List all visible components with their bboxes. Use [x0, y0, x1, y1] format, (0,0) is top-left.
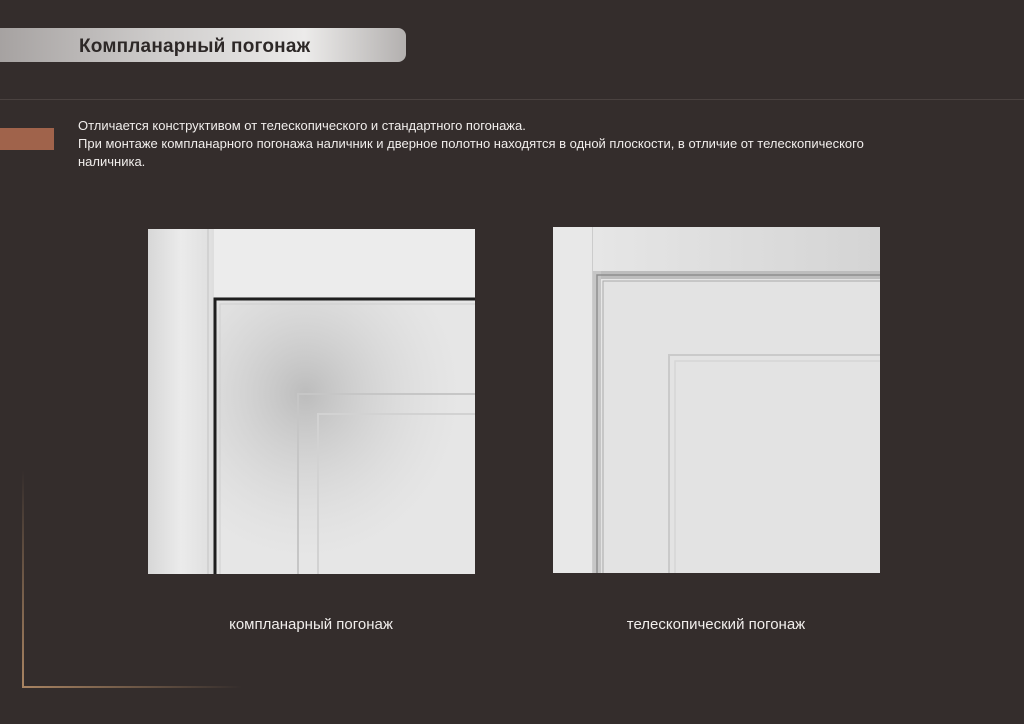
telescopic-molding-caption: телескопический погонаж	[626, 616, 806, 633]
coplanar-molding-photo	[148, 229, 475, 574]
coplanar-molding-caption: компланарный погонаж	[229, 616, 393, 633]
page-title: Компланарный погонаж	[79, 36, 311, 57]
corner-line-horizontal	[22, 686, 242, 688]
intro-line-2: При монтаже компланарного погонажа наличник и дверное полотно находятся в одной плоскости, в отличие от телескопического наличника.	[78, 136, 864, 169]
accent-bar	[0, 128, 54, 150]
corner-line-vertical	[22, 470, 24, 688]
intro-line-1: Отличается конструктивом от телескопического и стандартного погонажа.	[78, 118, 526, 133]
intro-text	[78, 117, 898, 171]
header-divider	[0, 99, 1024, 100]
telescopic-molding-photo	[553, 227, 880, 573]
